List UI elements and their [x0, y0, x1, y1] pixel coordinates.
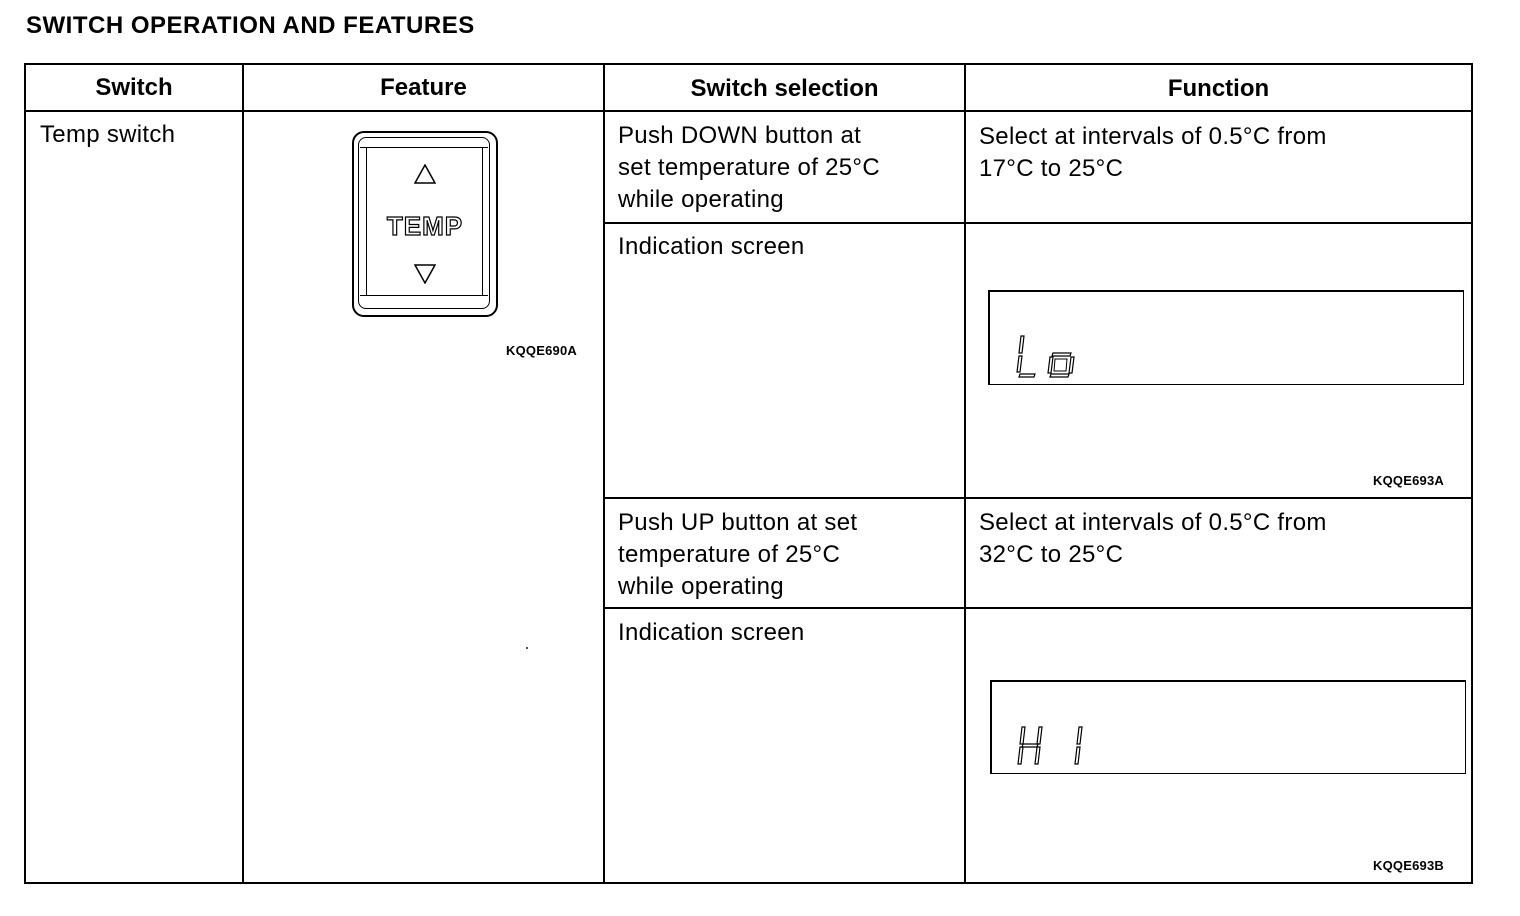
lcd-hi-segments [1017, 724, 1097, 770]
lcd-lo-segments [1013, 333, 1093, 379]
header-function: Function [1167, 75, 1270, 102]
temp-switch-label: TEMP [386, 211, 464, 241]
row3-function: Select at intervals of 0.5°C from 32°C to 25°C [979, 509, 1327, 568]
row1-selection: Push DOWN button at set temperature of 25°C while operating [618, 122, 880, 213]
row3-selection: Push UP button at set temperature of 25°C while operating [618, 509, 858, 600]
lo-figure-code: KQQE693A [1373, 473, 1444, 488]
page-title: SWITCH OPERATION AND FEATURES [26, 12, 475, 39]
hi-figure-code: KQQE693B [1373, 858, 1444, 873]
temp-switch-illustration [352, 131, 498, 317]
lcd-display-lo [988, 290, 1464, 385]
header-switch-selection: Switch selection [690, 75, 879, 102]
down-triangle-icon [414, 264, 436, 284]
speck [526, 647, 528, 649]
header-feature: Feature [380, 74, 467, 101]
feature-figure-code: KQQE690A [506, 343, 577, 358]
row4-selection: Indication screen [618, 619, 805, 646]
header-switch: Switch [95, 74, 173, 101]
up-triangle-icon [414, 164, 436, 184]
row2-selection: Indication screen [618, 233, 805, 260]
row1-function: Select at intervals of 0.5°C from 17°C to 25°C [979, 123, 1327, 182]
lcd-display-hi [990, 680, 1466, 774]
switch-name: Temp switch [40, 121, 176, 148]
